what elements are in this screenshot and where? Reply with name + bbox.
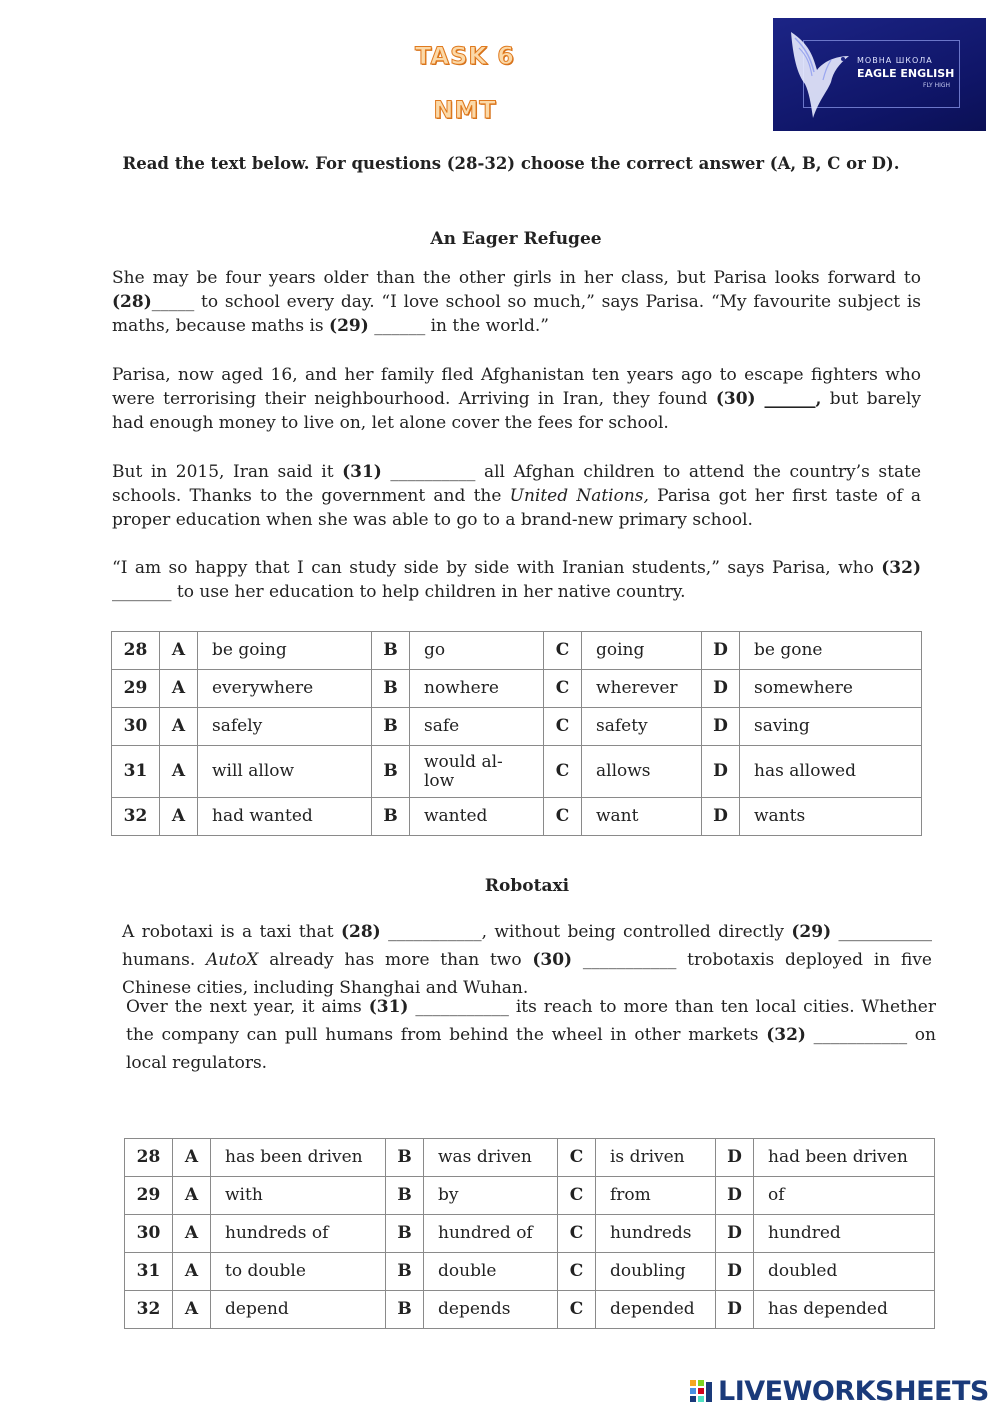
option-cell[interactable]: want [582,798,702,836]
table-row: 29 A everywhere B nowhere C wherever D somewhere [112,670,922,708]
option-cell[interactable]: has allowed [740,746,922,798]
option-cell[interactable]: hundreds [596,1215,716,1253]
option-cell[interactable]: has been driven [211,1139,386,1177]
options-table-2 [124,1138,935,1329]
option-cell[interactable]: by [424,1177,558,1215]
option-cell[interactable]: wanted [410,798,544,836]
option-cell[interactable]: doubled [754,1253,935,1291]
eagle-english-logo: МОВНА ШКОЛА EAGLE ENGLISH FLY HIGH [773,18,986,131]
table-row: 32 A depend B depends C depended D has depended [125,1291,935,1329]
text1-paragraph-3: But in 2015, Iran said it (31) __________ all Afghan children to attend the country’s state schools. Thanks to the government and the United Nations, Parisa got her first taste of a proper education when she was able to go to a brand-new primary school. [112,462,922,530]
table-row: 30 A hundreds of B hundred of C hundreds D hundred [125,1215,935,1253]
option-cell[interactable]: hundred [754,1215,935,1253]
options-table-1 [111,631,922,836]
option-cell[interactable]: is driven [596,1139,716,1177]
text2-paragraph-2: Over the next year, it aims (31) ___________ its reach to more than ten local cities. Whether the company can pull humans from behind the wheel in other markets (32) ___________ on local regulators. [126,997,936,1073]
text2-paragraph-1: A robotaxi is a taxi that (28) ___________, without being controlled directly (29) ___________ humans. AutoX already has more than two (30) ___________ trobotaxis deployed in five Chinese cities, including Shanghai and Wuhan. [122,922,933,998]
option-cell[interactable]: doubling [596,1253,716,1291]
eagle-icon [783,26,857,122]
text1-title: An Eager Refugee [430,229,602,249]
option-cell[interactable]: will allow [198,746,372,798]
option-cell[interactable]: safety [582,708,702,746]
option-cell[interactable]: go [410,632,544,670]
text1-paragraph-1: She may be four years older than the other girls in her class, but Parisa looks forward to (28)_____ to school every day. “I love school so much,” says Parisa. “My favourite subject is maths, because maths is (29) ______ in the world.” [112,268,921,336]
option-cell[interactable]: going [582,632,702,670]
option-cell[interactable]: safe [410,708,544,746]
table-row: 29 A with B by C from D of [125,1177,935,1215]
option-cell[interactable]: hundred of [424,1215,558,1253]
option-cell[interactable]: wherever [582,670,702,708]
text1-paragraph-2: Parisa, now aged 16, and her family fled Afghanistan ten years ago to escape fighters who were terrorising their neighbourhood. Arriving in Iran, they found (30) ______, but barely had enough money to live on, let alone cover the fees for school. [112,365,921,433]
option-cell[interactable]: be going [198,632,372,670]
table-row: 28 A be going B go C going D be gone [112,632,922,670]
option-cell[interactable]: depends [424,1291,558,1329]
instruction: Read the text below. For questions (28-32) choose the correct answer (A, B, C or D). [122,154,900,173]
option-cell[interactable]: wants [740,798,922,836]
text2-title: Robotaxi [484,876,570,896]
option-cell[interactable]: allows [582,746,702,798]
option-cell[interactable]: safely [198,708,372,746]
option-cell[interactable]: would al-low [410,746,544,798]
option-cell[interactable]: everywhere [198,670,372,708]
liveworksheets-mark-icon [690,1380,714,1404]
option-cell[interactable]: depended [596,1291,716,1329]
option-cell[interactable]: be gone [740,632,922,670]
option-cell[interactable]: of [754,1177,935,1215]
table-row: 32 A had wanted B wanted C want D wants [112,798,922,836]
option-cell[interactable]: had been driven [754,1139,935,1177]
table-row: 31 A to double B double C doubling D doubled [125,1253,935,1291]
table-row: 30 A safely B safe C safety D saving [112,708,922,746]
option-cell[interactable]: to double [211,1253,386,1291]
option-cell[interactable]: somewhere [740,670,922,708]
exam-title: NMT [433,96,497,124]
text1-paragraph-4: “I am so happy that I can study side by side with Iranian students,” says Parisa, who (32) _______ to use her education to help children in her native country. [112,558,921,602]
option-cell[interactable]: saving [740,708,922,746]
option-cell[interactable]: depend [211,1291,386,1329]
option-cell[interactable]: had wanted [198,798,372,836]
option-cell[interactable]: has depended [754,1291,935,1329]
option-cell[interactable]: with [211,1177,386,1215]
option-cell[interactable]: from [596,1177,716,1215]
option-cell[interactable]: hundreds of [211,1215,386,1253]
option-cell[interactable]: double [424,1253,558,1291]
option-cell[interactable]: nowhere [410,670,544,708]
table-row: 28 A has been driven B was driven C is driven D had been driven [125,1139,935,1177]
option-cell[interactable]: was driven [424,1139,558,1177]
table-row: 31 A will allow B would al-low C allows D has allowed [112,746,922,798]
task-title: TASK 6 [414,42,516,70]
